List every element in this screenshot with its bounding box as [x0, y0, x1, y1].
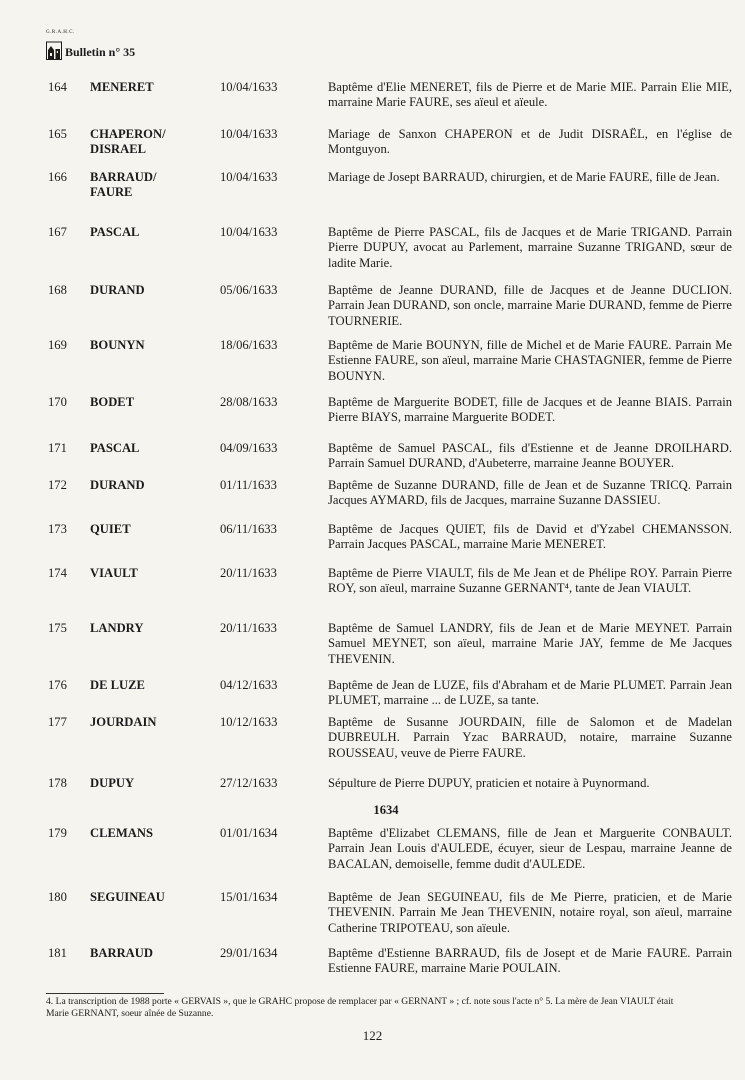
entry-surname: JOURDAIN: [90, 715, 157, 729]
entry-text: Baptême de Pierre VIAULT, fils de Me Jean et de Phélipe ROY. Parrain Pierre ROY, son aïeul, marraine Suzanne GERNANT⁴, tante de Jean VIAULT.: [328, 566, 732, 596]
entry-date: 20/11/1633: [220, 566, 277, 580]
entry-text: Baptême de Jean de LUZE, fils d'Abraham et de Marie PLUMET. Parrain Jean PLUMET, marraine ... de LUZE, sa tante.: [328, 678, 732, 708]
entry-number: 180: [48, 890, 67, 904]
entry-date: 18/06/1633: [220, 338, 278, 352]
entry-surname: QUIET: [90, 522, 131, 536]
entry-text: Baptême de Samuel LANDRY, fils de Jean et de Marie MEYNET. Parrain Samuel MEYNET, son aïeul, marraine Marie JAY, femme de Me Jacques THEVENIN.: [328, 621, 732, 666]
entry-date: 10/04/1633: [220, 80, 278, 94]
entry-text: Mariage de Sanxon CHAPERON et de Judit DISRAËL, en l'église de Montguyon.: [328, 127, 732, 157]
entry-date: 29/01/1634: [220, 946, 278, 960]
entry-surname: DUPUY: [90, 776, 135, 790]
entry-number: 175: [48, 621, 67, 635]
entry-number: 164: [48, 80, 67, 94]
entry-date: 04/09/1633: [220, 441, 278, 455]
entry-text: Baptême d'Elizabet CLEMANS, fille de Jean et Marguerite CONBAULT. Parrain Jean Louis d'AULEDE, écuyer, sieur de Lespau, marraine Jeanne de BACALAN, demoiselle, femme dudit d'AULEDE.: [328, 826, 732, 871]
entry-number: 168: [48, 283, 67, 297]
page-header: [46, 30, 135, 60]
entry-date: 20/11/1633: [220, 621, 277, 635]
entry-number: 169: [48, 338, 67, 352]
entry-date: 06/11/1633: [220, 522, 277, 536]
graph-logo: [46, 30, 75, 60]
entry-number: 165: [48, 127, 67, 141]
entry-surname: VIAULT: [90, 566, 138, 580]
entry-surname: BARRAUD: [90, 946, 153, 960]
page-number: 122: [362, 1028, 383, 1043]
entry-date: 01/11/1633: [220, 478, 277, 492]
entry-number: 167: [48, 225, 67, 239]
entry-surname: PASCAL: [90, 225, 140, 239]
entry-number: 171: [48, 441, 67, 455]
year-heading: 1634: [373, 803, 399, 817]
entry-number: 166: [48, 170, 67, 184]
entry-number: 181: [48, 946, 67, 960]
entry-surname: SEGUINEAU: [90, 890, 165, 904]
entry-date: 10/04/1633: [220, 170, 278, 184]
entry-date: 28/08/1633: [220, 395, 278, 409]
entry-date: 05/06/1633: [220, 283, 278, 297]
logo-text: G.R.A.H.C.: [46, 30, 75, 35]
entry-date: 04/12/1633: [220, 678, 278, 692]
entry-date: 15/01/1634: [220, 890, 278, 904]
entry-date: 27/12/1633: [220, 776, 278, 790]
entry-surname: CLEMANS: [90, 826, 153, 840]
entry-date: 10/04/1633: [220, 127, 278, 141]
entry-surname: DE LUZE: [90, 678, 145, 692]
entry-number: 177: [48, 715, 67, 729]
entry-text: Baptême de Samuel PASCAL, fils d'Estienne et de Jeanne DROILHARD. Parrain Samuel DURAND, d'Aubeterre, marraine Jeanne BOUYER.: [328, 441, 732, 471]
entry-surname: LANDRY: [90, 621, 144, 635]
entry-date: 10/04/1633: [220, 225, 278, 239]
entry-text: Mariage de Josept BARRAUD, chirurgien, et de Marie FAURE, fille de Jean.: [328, 170, 720, 184]
entry-number: 172: [48, 478, 67, 492]
entry-date: 01/01/1634: [220, 826, 278, 840]
entry-number: 179: [48, 826, 67, 840]
entry-text: Baptême de Jeanne DURAND, fille de Jacques et de Jeanne DUCLION. Parrain Jean DURAND, son oncle, marraine Marie DURAND, femme de Pierre TOURNERIE.: [328, 283, 732, 328]
entry-surname: BODET: [90, 395, 135, 409]
entry-text: Baptême d'Estienne BARRAUD, fils de Josept et de Marie FAURE. Parrain Estienne FAURE, marraine Marie POULAIN.: [328, 946, 732, 976]
entry-surname: BOUNYN: [90, 338, 145, 352]
entry-number: 173: [48, 522, 67, 536]
entry-text: Sépulture de Pierre DUPUY, praticien et notaire à Puynormand.: [328, 776, 650, 790]
footnote-divider: [46, 993, 164, 994]
entry-text: Baptême de Suzanne DURAND, fille de Jean et de Suzanne TRICQ. Parrain Jacques AYMARD, fils de Jacques, marraine Suzanne DASSIEU.: [328, 478, 732, 508]
entry-surname: PASCAL: [90, 441, 140, 455]
entry-number: 170: [48, 395, 67, 409]
entry-text: Baptême de Pierre PASCAL, fils de Jacques et de Marie TRIGAND. Parrain Pierre DUPUY, avocat au Parlement, marraine Suzanne TRIGAND, sœur de ladite Marie.: [328, 225, 732, 270]
entry-surname: MENERET: [90, 80, 154, 94]
entry-date: 10/12/1633: [220, 715, 278, 729]
entry-text: Baptême de Susanne JOURDAIN, fille de Salomon et de Madelan DUBREULH. Parrain Yzac BARRAUD, notaire, marraine Suzanne ROUSSEAU, veuve de Pierre FAURE.: [328, 715, 732, 760]
entry-surname: DURAND: [90, 478, 145, 492]
entry-text: Baptême de Jacques QUIET, fils de David et d'Yzabel CHEMANSSON. Parrain Jacques PASCAL, marraine Marie MENERET.: [328, 522, 732, 552]
entry-text: Baptême de Marie BOUNYN, fille de Michel et de Marie FAURE. Parrain Me Estienne FAURE, son aïeul, marraine Marie CHASTAGNIER, femme de Pierre BOUNYN.: [328, 338, 732, 383]
entry-surname: DURAND: [90, 283, 145, 297]
entry-number: 176: [48, 678, 67, 692]
entry-text: Baptême de Marguerite BODET, fille de Jacques et de Jeanne BIAIS. Parrain Pierre BIAYS, marraine Marguerite BODET.: [328, 395, 732, 425]
bulletin-title: Bulletin n° 35: [65, 45, 136, 59]
logo-mark-icon: [46, 40, 62, 60]
entry-number: 178: [48, 776, 67, 790]
entry-text: Baptême d'Elie MENERET, fils de Pierre et de Marie MIE. Parrain Elie MIE, marraine Marie FAURE, ses aïeul et aïeule.: [328, 80, 732, 110]
entry-text: Baptême de Jean SEGUINEAU, fils de Me Pierre, praticien, et de Marie THEVENIN. Parrain Me Jean THEVENIN, notaire royal, son aïeul, marraine Catherine TRIPOTEAU, son aïeule.: [328, 890, 732, 935]
entry-surname: CHAPERON/ DISRAEL: [90, 127, 166, 157]
footnote: 4. La transcription de 1988 porte « GERVAIS », que le GRAHC propose de remplacer par « GERNANT » ; cf. note sous l'acte n° 5. La mère de Jean VIAULT était Marie GERNANT, soeur aînée de Suzanne.: [46, 996, 674, 1019]
entry-number: 174: [48, 566, 67, 580]
entry-surname: BARRAUD/ FAURE: [90, 170, 157, 200]
